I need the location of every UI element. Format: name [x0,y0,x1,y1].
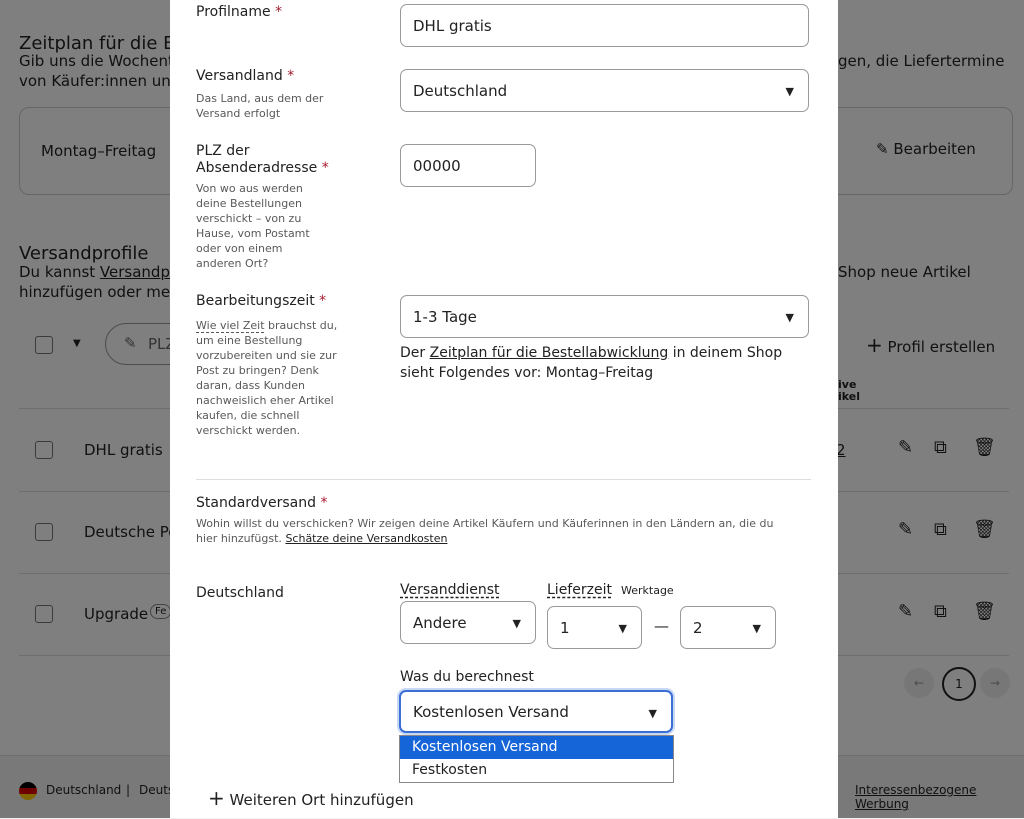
zip-help: Von wo aus werden deine Bestellungen verschickt – von zu Hause, vom Postamt oder von einem anderen Ort? [196,182,310,270]
zip-input[interactable]: 00000 [400,144,536,187]
delivery-min-select[interactable]: 1 ▼ [547,606,642,649]
chevron-down-icon: ▼ [618,622,627,635]
charge-option-fixed[interactable]: Festkosten [412,762,488,778]
processing-time-label: Bearbeitungszeit * [196,293,327,309]
profile-name-input[interactable]: DHL gratis [400,4,809,47]
destination-country: Deutschland [196,585,284,601]
country-select[interactable]: Deutschland ▼ [400,69,809,112]
carrier-label: Versanddienst [400,582,500,598]
delivery-time-label: Lieferzeit [547,582,612,598]
schedule-link[interactable]: Zeitplan für die Bestellabwicklung [429,345,669,361]
section-divider [196,479,811,480]
charge-select[interactable]: Kostenlosen Versand ▼ [399,690,673,733]
country-label: Versandland * [196,68,295,84]
standard-shipping-label: Standardversand * [196,495,328,511]
chevron-down-icon: ▼ [785,311,794,324]
processing-help: Wie viel Zeit brauchst du, um eine Bestellung vorzubereiten und sie zur Post zu bringen? Denk daran, dass Kunden nachweislich eher Artikel kaufen, die schnell verschickt werden. [196,319,338,437]
chevron-down-icon: ▼ [752,622,761,635]
chevron-down-icon: ▼ [785,85,794,98]
zip-label: PLZ der Absenderadresse * [196,143,329,176]
chevron-down-icon: ▼ [648,707,657,720]
delivery-unit: Werktage [621,584,674,597]
schedule-note: Der Zeitplan für die Bestellabwicklung in deinem Shop sieht Folgendes vor: Montag–Freitag [400,345,783,381]
add-location-button[interactable]: + Weiteren Ort hinzufügen [208,786,414,810]
processing-time-select[interactable]: 1-3 Tage ▼ [400,295,809,338]
profile-name-label: Profilname * [196,4,283,20]
charge-option-free[interactable]: Kostenlosen Versand [400,736,673,759]
processing-help-link[interactable]: Wie viel Zeit [196,319,265,332]
charge-dropdown-list [399,735,674,783]
shipping-profile-modal [170,0,838,818]
charge-label: Was du berechnest [400,669,534,685]
chevron-down-icon: ▼ [512,617,521,630]
plus-icon: + [208,786,225,810]
range-dash: — [654,617,669,635]
country-help: Das Land, aus dem der Versand erfolgt [196,92,324,120]
estimate-costs-link[interactable]: Schätze deine Versandkosten [285,532,448,545]
delivery-max-select[interactable]: 2 ▼ [680,606,776,649]
standard-shipping-help: Wohin willst du verschicken? Wir zeigen deine Artikel Käufern und Käuferinnen in den Ländern an, die du hier hinzufügst. Schätze deine Versandkosten [196,517,774,545]
carrier-select[interactable]: Andere ▼ [400,601,536,644]
